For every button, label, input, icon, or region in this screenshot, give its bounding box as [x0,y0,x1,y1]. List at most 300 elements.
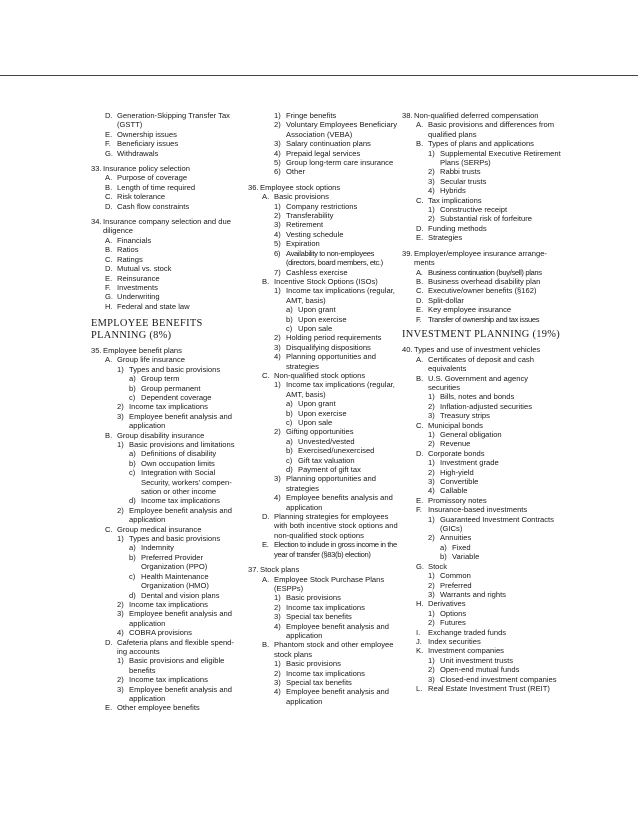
outline-marker: 34. [91,217,102,227]
outline-marker: C. [105,192,113,202]
outline-item [248,305,400,314]
outline-item [248,612,400,621]
outline-text: Index securities [428,636,481,646]
outline-item [91,302,241,311]
outline-text: Supplemental Executive Retirement Plans (SERPs) [440,148,561,168]
outline-marker: K. [416,646,424,656]
outline-item [402,149,562,168]
outline-marker: D. [416,295,424,305]
outline-marker: E. [262,540,269,550]
outline-marker: 4) [117,628,124,638]
outline-item [402,675,562,684]
outline-text: Constructive receipt [440,205,508,215]
outline-text: Corporate bonds [428,448,485,458]
outline-item [91,412,241,431]
outline-item [248,277,400,286]
outline-text: Planning strategies for employees with both incentive stock options and non-qualified stock options [274,512,398,540]
outline-item [402,286,562,295]
outline-marker: F. [416,505,422,515]
outline-text: Withdrawals [117,148,159,158]
outline-text: Investment companies [428,646,504,656]
outline-marker: b) [129,552,136,562]
outline-item [402,656,562,665]
outline-marker: 3) [274,342,281,352]
outline-item [402,496,562,505]
outline-text: Employee benefit analysis and application [286,621,390,640]
outline-marker: b) [286,446,293,456]
outline-item [248,315,400,324]
outline-item [402,139,562,148]
outline-item [248,446,400,455]
outline-marker: B. [262,640,270,650]
outline-item [402,515,562,534]
outline-marker: 5) [274,239,281,249]
outline-item [91,192,241,201]
outline-text: Gifting opportunities [286,427,354,437]
outline-text: Other employee benefits [117,703,200,713]
outline-item [91,402,241,411]
outline-item [91,393,241,402]
outline-text: Fringe benefits [286,111,337,120]
outline-text: Length of time required [117,182,196,192]
outline-item [91,553,241,572]
outline-marker: F. [105,139,111,149]
outline-item [91,703,241,712]
outline-text: Reinsurance [117,273,160,283]
outline-text: Company restrictions [286,201,358,211]
outline-text: Underwriting [117,292,160,302]
outline-text: Group life insurance [117,355,185,365]
outline-item [248,687,400,706]
outline-item [248,540,400,559]
outline-text: Upon exercise [298,314,347,324]
outline-marker: E. [105,273,113,283]
outline-marker: 1) [274,201,281,211]
outline-marker: J. [416,636,422,646]
outline-text: Callable [440,486,468,496]
outline-column-2 [248,111,400,706]
outline-text: Health Maintenance Organization (HMO) [141,571,209,591]
outline-marker: c) [286,455,293,465]
outline-marker: D. [416,223,424,233]
outline-marker: A. [105,235,113,245]
outline-item [402,646,562,655]
outline-marker: 3) [428,176,435,186]
outline-marker: a) [440,542,447,552]
outline-text: Income tax implications [141,496,220,506]
outline-text: Cash flow constraints [117,201,190,211]
outline-item [402,249,562,268]
outline-text: Cashless exercise [286,267,348,277]
outline-item [91,496,241,505]
outline-item [402,355,562,374]
outline-item [402,421,562,430]
outline-text: Upon grant [298,305,336,315]
outline-marker: B. [416,139,424,149]
outline-text: Planning opportunities and strategies [286,352,376,371]
outline-text: Upon grant [298,399,336,409]
outline-marker: 1) [428,392,435,402]
outline-item [248,456,400,465]
outline-text: Definitions of disability [141,449,217,459]
outline-item [402,392,562,401]
outline-marker: F. [105,282,111,292]
outline-item [91,346,241,355]
outline-text: Ratios [117,245,139,255]
outline-item [91,675,241,684]
outline-marker: 1) [117,364,124,374]
outline-item [402,637,562,646]
outline-text: Income tax implications (regular, AMT, basis) [286,286,395,305]
outline-item [402,552,562,561]
outline-text: Income tax implications [129,402,208,412]
outline-item [402,486,562,495]
outline-marker: B. [105,245,113,255]
outline-item [248,268,400,277]
outline-item [402,505,562,514]
outline-item [248,437,400,446]
outline-marker: 4) [274,493,281,503]
outline-text: Employee benefit analysis and application [129,411,233,431]
outline-text: Derivatives [428,599,466,609]
outline-item [91,245,241,254]
outline-item [248,622,400,641]
outline-text: Investments [117,282,158,292]
outline-text: Payment of gift tax [298,465,361,475]
outline-marker: H. [416,599,424,609]
outline-column-3 [402,111,562,693]
outline-text: Futures [440,618,466,628]
outline-item [91,139,241,148]
outline-marker: E. [416,305,424,315]
outline-marker: L. [416,683,423,693]
outline-item [402,562,562,571]
outline-marker: 4) [274,621,281,631]
outline-marker: 1) [428,430,435,439]
outline-text: Bills, notes and bonds [440,392,515,402]
outline-item [91,525,241,534]
outline-text: Transfer of ownership and tax issues [428,314,540,324]
outline-item [248,380,400,399]
outline-item [91,183,241,192]
outline-marker: 2) [428,214,435,224]
outline-text: Revenue [440,439,471,449]
outline-item [402,449,562,458]
outline-text: Basic provisions and limitations [129,440,235,449]
outline-item [402,315,562,324]
outline-marker: 3) [117,684,124,694]
outline-marker: b) [286,314,293,324]
outline-text: Disqualifying dispositions [286,342,371,352]
outline-item [248,286,400,305]
outline-text: Stock [428,561,447,571]
outline-text: Inflation-adjusted securities [440,401,533,411]
outline-marker: 38. [402,111,413,120]
outline-marker: E. [416,233,424,243]
outline-item [91,149,241,158]
header-rule [0,75,638,76]
outline-item [402,177,562,186]
outline-text: Employee benefit analysis and application [286,687,390,706]
outline-marker: 6) [274,167,281,177]
outline-item [248,565,400,574]
outline-item [402,684,562,693]
outline-text: Income tax implications [286,602,365,612]
outline-item [402,214,562,223]
outline-marker: E. [416,495,424,505]
outline-marker: 2) [274,668,281,678]
outline-marker: c) [129,392,136,402]
outline-text: Election to include in gross income in the year of transfer (§83(b) election) [274,540,397,559]
outline-item [91,283,241,292]
outline-marker: B. [105,430,113,440]
outline-marker: c) [129,468,136,478]
outline-marker: 2) [117,402,124,412]
outline-text: Real Estate Investment Trust (REIT) [428,683,550,693]
outline-item [402,590,562,599]
outline-marker: 2) [428,167,435,177]
outline-text: Variable [452,552,480,562]
outline-item [91,355,241,364]
outline-marker: 1) [428,148,435,158]
outline-item [402,543,562,552]
outline-item [91,111,241,130]
outline-text: Executive/owner benefits (§162) [428,286,537,296]
outline-item [248,352,400,371]
outline-marker: 2) [117,599,124,609]
outline-marker: d) [129,590,136,600]
outline-item [402,268,562,277]
outline-marker: C. [105,524,113,534]
outline-item [402,618,562,627]
outline-item [248,239,400,248]
outline-item [91,173,241,182]
outline-marker: 7) [274,267,281,277]
outline-text: Guaranteed Investment Contracts (GICs) [440,514,554,534]
outline-marker: 1) [117,534,124,544]
outline-marker: I. [416,627,421,637]
outline-marker: 1) [274,659,281,669]
outline-marker: G. [105,148,114,158]
outline-text: Phantom stock and other employee stock plans [274,640,394,659]
outline-text: Group medical insurance [117,524,202,534]
outline-item [402,120,562,139]
outline-text: Income tax implications [129,599,208,609]
outline-item [248,220,400,229]
outline-text: Group permanent [141,383,201,393]
outline-item [248,474,400,493]
outline-marker: A. [262,192,270,202]
outline-text: Municipal bonds [428,420,483,430]
outline-text: Rabbi trusts [440,167,481,177]
outline-text: Stock plans [260,565,300,575]
outline-text: Employee benefit plans [103,345,182,355]
outline-item [402,345,562,354]
outline-item [248,167,400,176]
outline-item [402,296,562,305]
outline-item [402,196,562,205]
outline-text: Upon sale [298,323,333,333]
outline-text: Gift tax valuation [298,455,355,465]
section-heading: EMPLOYEE BENEFITS PLANNING (8%) [91,318,203,341]
outline-marker: 3) [274,612,281,622]
outline-text: Tax implications [428,195,482,205]
outline-text: Expiration [286,239,320,249]
outline-marker: 3) [274,677,281,687]
outline-marker: 1) [274,111,281,120]
outline-marker: 2) [117,505,124,515]
outline-text: Vesting schedule [286,229,344,239]
outline-marker: 2) [274,333,281,343]
outline-text: Basic provisions and eligible benefits [129,656,225,675]
outline-item [91,572,241,591]
outline-marker: 1) [117,440,124,449]
outline-marker: a) [286,305,293,315]
outline-item [91,236,241,245]
outline-marker: 6) [274,248,281,258]
outline-column-1 [91,111,241,713]
outline-text: Federal and state law [117,301,190,311]
outline-text: Ownership issues [117,129,177,139]
section-heading: INVESTMENT PLANNING (19%) [402,328,560,340]
outline-item [248,158,400,167]
outline-item [402,430,562,439]
outline-item [91,255,241,264]
outline-text: Preferred [440,580,472,590]
outline-item [91,628,241,637]
outline-item [248,465,400,474]
outline-marker: c) [286,323,293,333]
outline-marker: 2) [428,618,435,628]
outline-text: Types of plans and applications [428,139,534,149]
outline-text: Annuities [440,533,472,543]
outline-marker: d) [286,465,293,475]
outline-text: U.S. Government and agency securities [428,373,529,392]
outline-text: Insurance-based investments [428,505,528,515]
outline-text: Business continuation (buy/sell) plans [428,267,542,277]
outline-marker: 36. [248,182,259,192]
outline-item [91,264,241,273]
outline-marker: a) [286,399,293,409]
outline-text: Strategies [428,233,463,243]
outline-item [248,343,400,352]
outline-marker: a) [129,374,136,384]
outline-item [248,324,400,333]
outline-text: Funding methods [428,223,487,233]
outline-marker: 4) [428,486,435,496]
outline-text: Options [440,608,467,618]
outline-marker: 2) [428,439,435,449]
outline-marker: 2) [274,120,281,130]
outline-marker: 2) [274,211,281,221]
outline-item [248,603,400,612]
outline-marker: b) [440,552,447,562]
outline-text: General obligation [440,430,502,439]
outline-item [91,600,241,609]
outline-marker: 2) [428,533,435,543]
outline-text: Warrants and rights [440,589,506,599]
outline-item [91,656,241,675]
outline-marker: 4) [274,148,281,158]
outline-text: Upon exercise [298,408,347,418]
outline-marker: 40. [402,345,413,355]
outline-text: Group term [141,374,180,384]
outline-marker: 1) [428,458,435,468]
outline-marker: C. [416,286,424,296]
outline-item [402,609,562,618]
outline-text: High-yield [440,467,474,477]
outline-marker: 1) [117,656,124,666]
outline-marker: 4) [274,352,281,362]
outline-marker: A. [105,355,113,365]
outline-text: Unit investment trusts [440,655,514,665]
outline-item [402,411,562,420]
outline-item [402,205,562,214]
outline-text: Insurance company selection and due diligence [103,217,231,236]
outline-text: Planning opportunities and strategies [286,474,376,493]
outline-marker: c) [129,571,136,581]
outline-text: Exchange traded funds [428,627,507,637]
outline-marker: D. [105,264,113,274]
outline-item [248,192,400,201]
outline-text: Group long-term care insurance [286,158,394,168]
outline-text: Risk tolerance [117,192,166,202]
outline-marker: 3) [428,411,435,421]
outline-marker: B. [105,182,113,192]
outline-text: Special tax benefits [286,612,352,622]
outline-text: Ratings [117,254,143,264]
outline-marker: 3) [274,139,281,149]
outline-item [402,439,562,448]
outline-text: Upon sale [298,418,333,427]
outline-item [402,111,562,120]
outline-text: Holding period requirements [286,333,382,343]
outline-text: Generation-Skipping Transfer Tax (GSTT) [117,111,230,130]
outline-text: Common [440,571,471,581]
outline-marker: b) [286,408,293,418]
outline-item [248,202,400,211]
outline-marker: 4) [274,687,281,697]
outline-marker: 1) [428,608,435,618]
outline-marker: C. [105,254,113,264]
outline-marker: 1) [428,655,435,665]
outline-text: Business overhead disability plan [428,276,541,286]
outline-marker: C. [416,195,424,205]
outline-text: Employer/employee insurance arrange-ments [414,248,547,268]
outline-item [248,427,400,436]
outline-marker: A. [416,120,424,130]
outline-text: Fixed [452,542,471,552]
outline-text: Hybrids [440,186,466,196]
outline-text: Availability to non-employees (directors, board members, etc.) [286,248,383,268]
outline-text: Certificates of deposit and cash equivalents [428,354,534,374]
outline-text: Cafeteria plans and flexible spend-ing accounts [117,637,234,656]
outline-marker: 1) [428,205,435,215]
outline-marker: 39. [402,248,413,258]
outline-text: Secular trusts [440,176,487,186]
outline-text: Preferred Provider Organization (PPO) [141,552,208,572]
outline-item [402,167,562,176]
outline-item [248,593,400,602]
outline-text: Treasury strips [440,411,490,421]
outline-item [91,440,241,449]
outline-text: Convertible [440,477,479,487]
outline-item [402,224,562,233]
outline-text: Open-end mutual funds [440,665,520,675]
outline-item [248,659,400,668]
outline-marker: 3) [117,609,124,619]
outline-text: Employee benefit analysis and application [129,609,233,628]
